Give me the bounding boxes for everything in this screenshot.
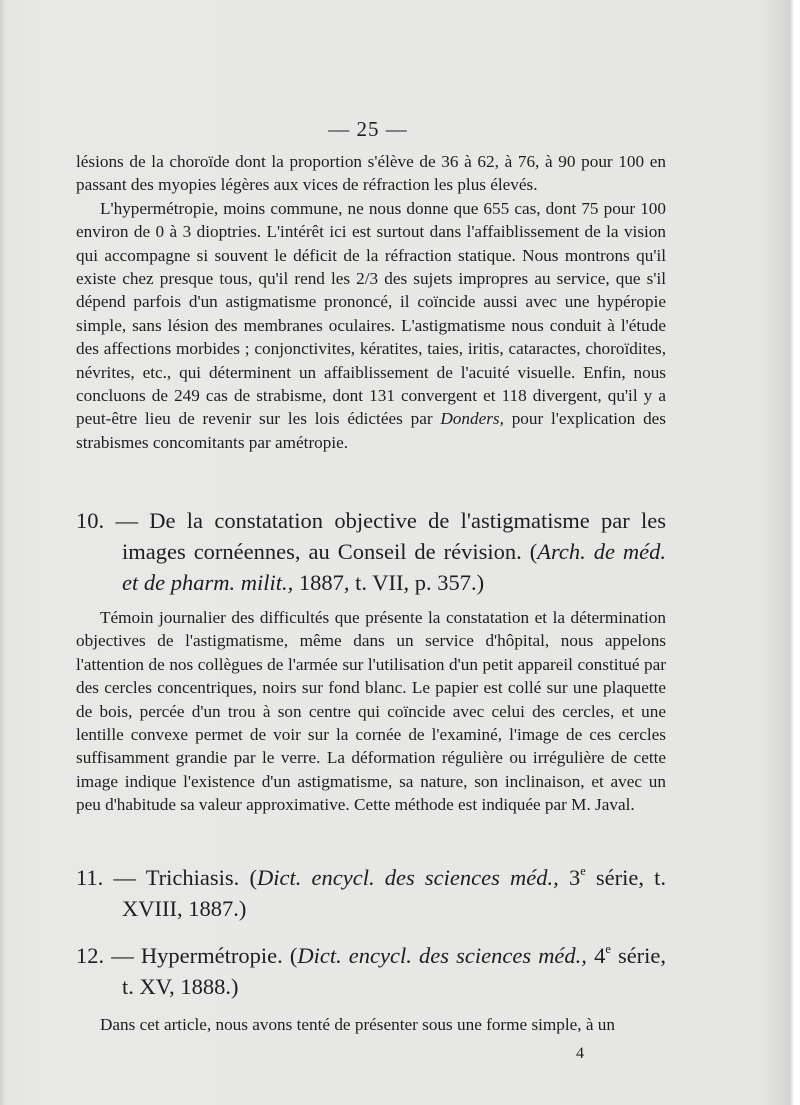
- entry-title: De la constatation objective de l'astigmatisme par les images cornéennes, au Conseil de révision.: [122, 508, 667, 564]
- bibliography-entry-12: [76, 940, 666, 1002]
- source-details: t. XVIII, 1887.): [122, 865, 667, 921]
- source-journal: Arch. de méd. et de pharm. milit.,: [122, 539, 667, 595]
- source-details: t. XV, 1888.): [122, 974, 239, 999]
- entry-dash: —: [111, 943, 134, 968]
- paren-open: (: [289, 943, 298, 968]
- entry-number: 12.: [76, 943, 105, 968]
- series-word: série,: [595, 865, 644, 890]
- source-details: 1887, t. VII, p. 357.): [298, 570, 485, 595]
- text-block-hypermetropie-summary: [76, 150, 666, 454]
- source-dictionary: Dict. encycl. des sciences méd.,: [297, 943, 587, 968]
- text-block-entry-10-summary: [76, 606, 666, 817]
- paragraph-text-end: pour l'explication des strabismes concomitants par amétropie.: [76, 409, 666, 452]
- entry-title: Hypermétropie.: [140, 943, 283, 968]
- entry-heading: [76, 505, 666, 598]
- bibliography-entry-11: [76, 862, 666, 924]
- paragraph-article-start: Dans cet article, nous avons tenté de présenter sous une forme simple, à un: [100, 1015, 615, 1034]
- bibliography-entry-10: [76, 505, 666, 598]
- series-superscript: e: [605, 942, 611, 957]
- entry-number: 10.: [76, 508, 105, 533]
- entry-title: Trichiasis.: [145, 865, 240, 890]
- series-number: 3: [568, 865, 581, 890]
- page-number: — 25 —: [328, 117, 408, 141]
- signature-mark: 4: [576, 1045, 584, 1062]
- entry-dash: —: [113, 865, 136, 890]
- series-word: série,: [617, 943, 667, 968]
- paren-open: (: [529, 539, 538, 564]
- paragraph-continued: lésions de la choroïde dont la proportion s'élève de 36 à 62, à 76, à 90 pour 100 en passant des myopies légères aux vices de réfraction les plus élevés.: [76, 152, 666, 195]
- entry-heading: [76, 862, 666, 924]
- paren-open: (: [249, 865, 257, 890]
- entry-heading: [76, 940, 666, 1002]
- text-block-entry-12-summary: [76, 1013, 666, 1036]
- entry-number: 11.: [76, 865, 104, 890]
- series-superscript: e: [580, 864, 586, 879]
- paragraph-text: L'hypermétropie, moins commune, ne nous donne que 655 cas, dont 75 pour 100 environ de 0 à 3 dioptries. L'intérêt ici est surtout dans l'affaiblissement de la vision qui accompagne si souvent le déficit de la réfraction statique. Nous montrons qu'il existe chez presque tous, qu'il rend les 2/3 des sujets impropres au service, que s'il dépend parfois d'un astigmatisme prononcé, il coïncide aussi avec une hypéropie simple, sans lésion des membranes oculaires. L'astigmatisme nous conduit à l'étude des affections morbides ; conjonctivites, kératites, taies, iritis, cataractes, choroïdites, névrites, etc., qui déterminent un affaiblissement de l'acuité visuelle. Enfin, nous concluons de 249 cas de strabisme, dont 131 convergent et 118 divergent, qu'il y a peut-être lieu de revenir sur les lois édictées par: [76, 198, 666, 429]
- series-number: 4: [594, 943, 606, 968]
- entry-dash: —: [115, 508, 138, 533]
- source-dictionary: Dict. encycl. des sciences méd.,: [256, 865, 559, 890]
- author-name-italic: Donders,: [440, 409, 504, 429]
- paragraph-astigmatisme: Témoin journalier des difficultés que présente la constatation et la détermination objectives de l'astigmatisme, même dans un service d'hôpital, nous appelons l'attention de nos collègues de l'armée sur l'utilisation d'un petit appareil constitué par des cercles concentriques, noirs sur fond blanc. Le papier est collé sur une plaquette de bois, percée d'un trou à son centre qui coïncide avec celui des cercles, et une lentille convexe permet de voir sur la cornée de l'examiné, l'image de ces cercles suffisamment grandie par le verre. La déformation régulière ou irrégulière de cette image indique l'existence d'un astigmatisme, sa nature, son inclinaison, et avec un peu d'habitude sa valeur approximative. Cette méthode est indiquée par M. Javal.: [76, 608, 666, 815]
- paragraph-hypermetropie: [76, 197, 666, 454]
